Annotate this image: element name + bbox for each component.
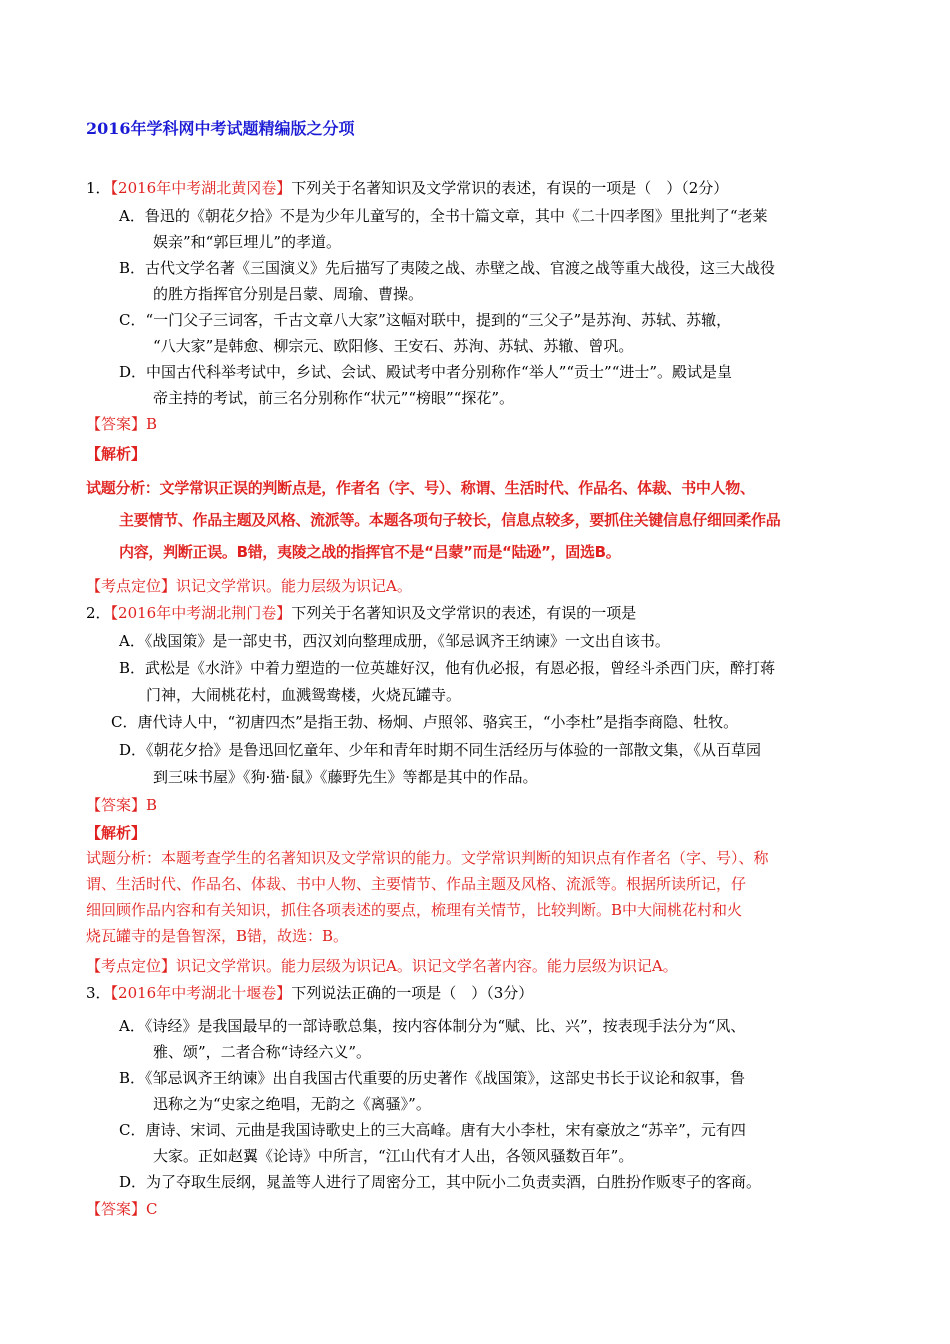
answer-value: B	[146, 796, 158, 814]
analysis-text: 试题分析：本题考查学生的名著知识及文学常识的能力。文学常识判断的知识点有作者名（字、号）、称	[86, 849, 769, 867]
source-tag: 【2016年中考湖北十堰卷】	[110, 984, 292, 1002]
option-d-cont: 到三味书屋》《狗·猫·鼠》《藤野先生》等都是其中的作品。	[153, 768, 538, 786]
option-a-cont: 娱亲”和“郭巨埋儿”的孝道。	[153, 233, 342, 251]
option-b-cont: 迅称之为“史家之绝唱，无韵之《离骚》”。	[153, 1095, 431, 1113]
question-3-stem	[86, 983, 533, 1003]
knowledge-text: 识记文学常识。能力层级为识记A。识记文学名著内容。能力层级为识记A。	[176, 957, 678, 975]
option-b: B．《邹忌讽齐王纳谏》出自我国古代重要的历史著作《战国策》，这部史书长于议论和叙事，鲁	[119, 1069, 746, 1087]
option-c: C．唐代诗人中，“初唐四杰”是指王勃、杨炯、卢照邻、骆宾王，“小李杜”是指李商隐、牡牧。	[111, 713, 739, 731]
analysis-text: 试题分析：文学常识正误的判断点是，作者名（字、号）、称谓、生活时代、作品名、体裁、书中人物、	[86, 479, 755, 497]
knowledge-text: 识记文学常识。能力层级为识记A。	[176, 577, 412, 595]
answer-line	[86, 1199, 158, 1219]
knowledge-point	[86, 956, 678, 976]
option-b-cont: 的胜方指挥官分别是吕蒙、周瑜、曹操。	[153, 285, 424, 303]
option-a: A．《诗经》是我国最早的一部诗歌总集，按内容体制分为“赋、比、兴”，按表现手法分为“风、	[119, 1017, 746, 1035]
question-number: 1．	[86, 179, 111, 197]
option-a: A．鲁迅的《朝花夕拾》不是为少年儿童写的，全书十篇文章，其中《二十四孝图》里批判了“老莱	[119, 207, 768, 225]
question-number: 3．	[86, 984, 111, 1002]
analysis-text-cont: 内容，判断正误。B错，夷陵之战的指挥官不是“吕蒙”而是“陆逊”，固选B。	[119, 543, 621, 561]
answer-tag: 【答案】	[86, 796, 147, 814]
answer-value: C	[146, 1200, 158, 1218]
analysis-text-cont: 主要情节、作品主题及风格、流派等。本题各项句子较长，信息点较多，要抓住关键信息仔细回柔作品	[119, 511, 781, 529]
answer-line	[86, 414, 157, 434]
option-a: A．《战国策》是一部史书，西汉刘向整理成册，《邹忌讽齐王纳谏》一文出自该书。	[119, 632, 670, 650]
analysis-tag: 【解析】	[86, 824, 147, 842]
stem-text: 下列说法正确的一项是（ ）（3分）	[291, 984, 534, 1002]
knowledge-point	[86, 576, 412, 596]
analysis-text-cont: 烧瓦罐寺的是鲁智深，B错，故选：B。	[86, 927, 349, 945]
knowledge-tag: 【考点定位】	[86, 577, 177, 595]
source-tag: 【2016年中考湖北黄冈卷】	[110, 179, 292, 197]
source-tag: 【2016年中考湖北荆门卷】	[110, 604, 292, 622]
question-1-stem	[86, 178, 728, 198]
answer-line	[86, 795, 157, 815]
question-number: 2．	[86, 604, 111, 622]
option-c-cont: 大家。正如赵翼《论诗》中所言，“江山代有才人出，各领风骚数百年”。	[153, 1147, 634, 1165]
analysis-text-cont: 谓、生活时代、作品名、体裁、书中人物、主要情节、作品主题及风格、流派等。根据所读所记，仔	[86, 875, 747, 893]
option-d: D．中国古代科举考试中，乡试、会试、殿试考中者分别称作“举人”“贡士”“进士”。殿试是皇	[119, 363, 733, 381]
option-c-cont: “八大家”是韩愈、柳宗元、欧阳修、王安石、苏洵、苏轼、苏辙、曾巩。	[153, 337, 634, 355]
stem-text: 下列关于名著知识及文学常识的表述，有误的一项是	[291, 604, 637, 622]
option-a-cont: 雅、颂”，二者合称“诗经六义”。	[153, 1043, 372, 1061]
option-b-cont: 门神，大闹桃花村，血溅鸳鸯楼，火烧瓦罐寺。	[146, 686, 462, 704]
option-b: B．古代文学名著《三国演义》先后描写了夷陵之战、赤壁之战、官渡之战等重大战役，这三大战役	[119, 259, 776, 277]
option-c: C．唐诗、宋词、元曲是我国诗歌史上的三大高峰。唐有大小李杜，宋有豪放之“苏辛”，元有四	[119, 1121, 746, 1139]
question-2-stem	[86, 603, 636, 623]
document-title: 2016年学科网中考试题精编版之分项	[86, 119, 355, 138]
answer-tag: 【答案】	[86, 415, 147, 433]
answer-tag: 【答案】	[86, 1200, 147, 1218]
option-d: D．《朝花夕拾》是鲁迅回忆童年、少年和青年时期不同生活经历与体验的一部散文集，《从百草园	[119, 741, 762, 759]
option-c: C．“一门父子三词客，千古文章八大家”这幅对联中，提到的“三父子”是苏洵、苏轼、苏辙，	[119, 311, 732, 329]
analysis-tag: 【解析】	[86, 445, 147, 463]
answer-value: B	[146, 415, 158, 433]
analysis-text-cont: 细回顾作品内容和有关知识，抓住各项表述的要点，梳理有关情节，比较判断。B中大闹桃花村和火	[86, 901, 743, 919]
stem-text: 下列关于名著知识及文学常识的表述，有误的一项是（ ）（2分）	[291, 179, 729, 197]
option-b: B．武松是《水浒》中着力塑造的一位英雄好汉，他有仇必报，有恩必报，曾经斗杀西门庆，醉打蒋	[119, 659, 776, 677]
knowledge-tag: 【考点定位】	[86, 957, 177, 975]
option-d: D．为了夺取生辰纲，晁盖等人进行了周密分工，其中阮小二负责卖酒，白胜扮作贩枣子的客商。	[119, 1173, 762, 1191]
option-d-cont: 帝主持的考试，前三名分别称作“状元”“榜眼”“探花”。	[153, 389, 515, 407]
